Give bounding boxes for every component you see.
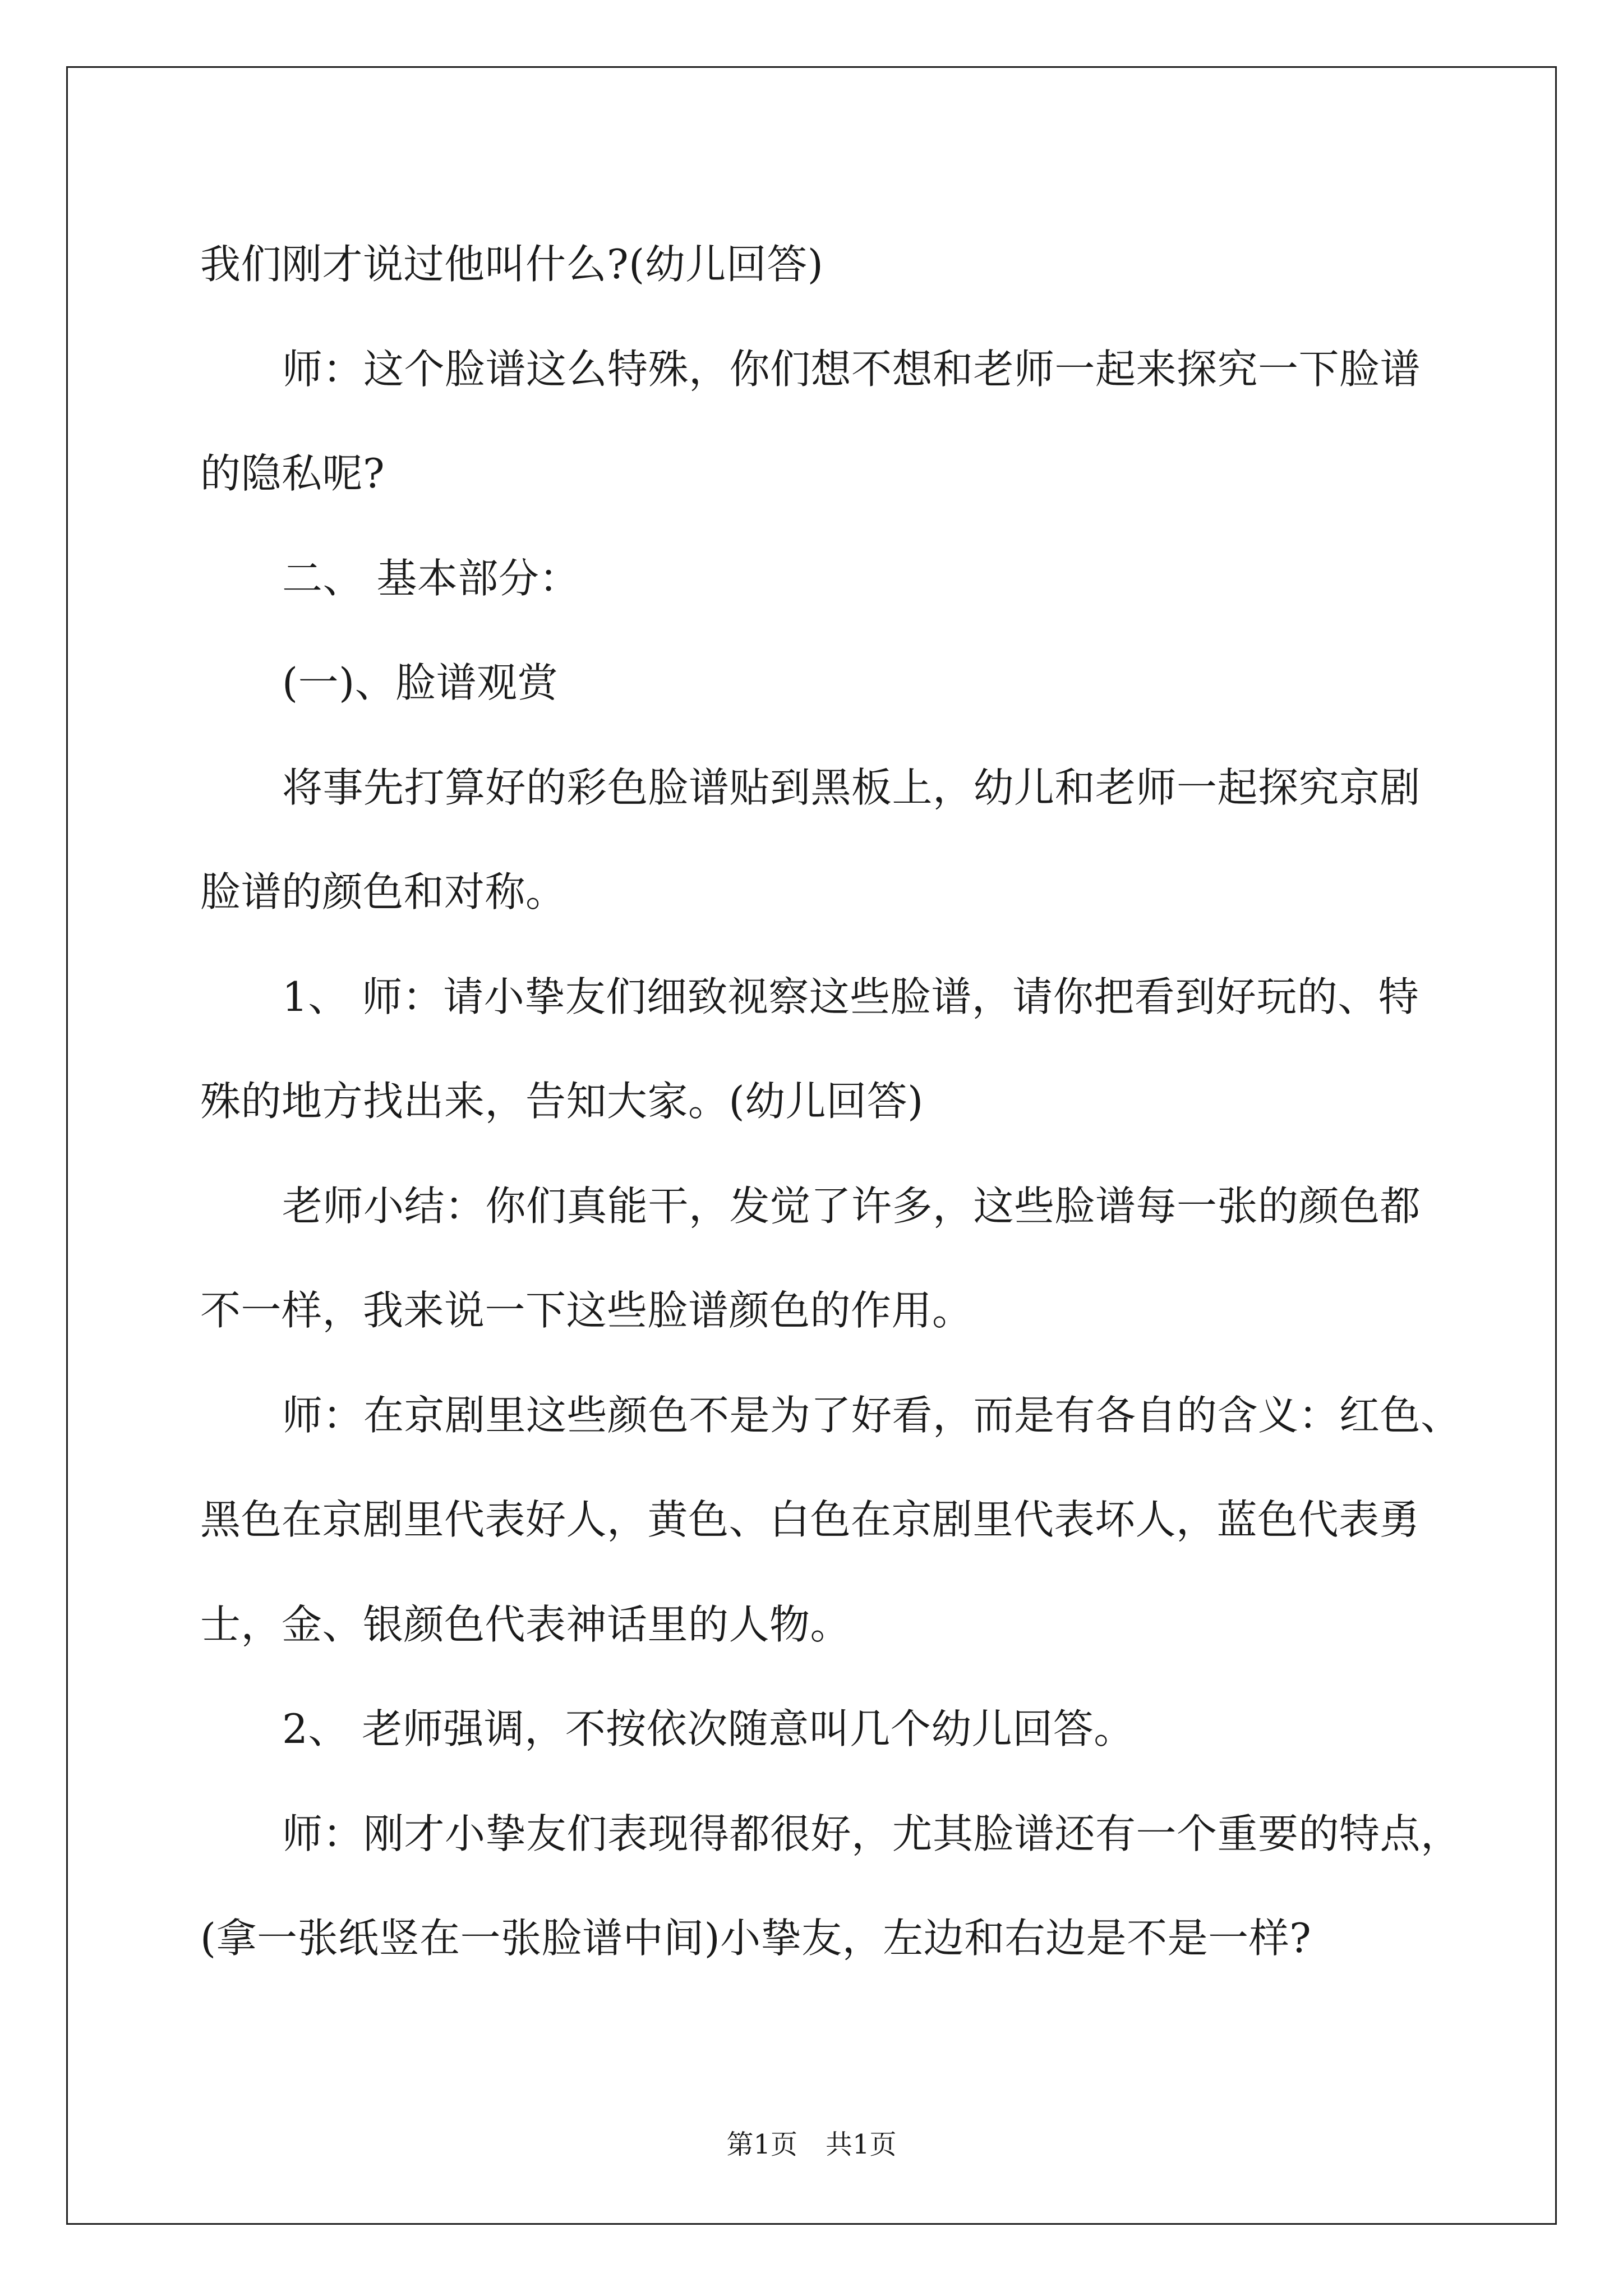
text-line bbox=[200, 1677, 1434, 1782]
text-line bbox=[200, 421, 1434, 526]
page-total: 共1页 bbox=[826, 2129, 897, 2160]
text-line bbox=[200, 526, 1434, 631]
line-text: 的隐私呢? bbox=[200, 450, 385, 497]
line-text: 二、 基本部分： bbox=[282, 554, 580, 602]
line-text: 将事先打算好的彩色脸谱贴到黑板上，幼儿和老师一起探究京剧 bbox=[282, 763, 1421, 811]
document-body bbox=[200, 212, 1461, 1991]
line-text: 2、 老师强调，不按依次随意叫几个幼儿回答。 bbox=[282, 1705, 1135, 1752]
line-text: 殊的地方找出来，告知大家。(幼儿回答) bbox=[200, 1078, 924, 1125]
line-text: 1、 师：请小挚友们细致视察这些脸谱，请你把看到好玩的、特 bbox=[282, 973, 1419, 1020]
line-text: 脸谱的颜色和对称。 bbox=[200, 868, 566, 915]
text-line bbox=[200, 1049, 1434, 1154]
line-text: 士，金、银颜色代表神话里的人物。 bbox=[200, 1600, 851, 1648]
text-line bbox=[200, 1886, 1434, 1991]
text-line bbox=[200, 1467, 1434, 1572]
text-line bbox=[200, 212, 1434, 317]
line-text: (一)、脸谱观赏 bbox=[282, 659, 559, 706]
line-text: 师：这个脸谱这么特殊，你们想不想和老师一起来探究一下脸谱 bbox=[282, 345, 1421, 393]
page-number: 第1页 bbox=[726, 2129, 797, 2160]
text-line bbox=[200, 631, 1434, 735]
line-text: 师：在京剧里这些颜色不是为了好看，而是有各自的含义：红色、 bbox=[282, 1391, 1461, 1439]
text-line bbox=[200, 1572, 1434, 1677]
line-text: 黑色在京剧里代表好人，黄色、白色在京剧里代表坏人，蓝色代表勇 bbox=[200, 1496, 1421, 1543]
text-line bbox=[200, 735, 1434, 840]
text-line bbox=[200, 945, 1434, 1050]
text-line bbox=[200, 1782, 1461, 1887]
text-line bbox=[200, 317, 1434, 422]
line-text: 不一样，我来说一下这些脸谱颜色的作用。 bbox=[200, 1287, 973, 1334]
line-text: 我们刚才说过他叫什么?(幼儿回答) bbox=[200, 241, 824, 288]
line-text: (拿一张纸竖在一张脸谱中间)小挚友，左边和右边是不是一样? bbox=[200, 1915, 1312, 1962]
text-line bbox=[200, 1363, 1461, 1468]
text-line bbox=[200, 1258, 1434, 1363]
text-line bbox=[200, 1154, 1434, 1259]
line-text: 老师小结：你们真能干，发觉了许多，这些脸谱每一张的颜色都 bbox=[282, 1182, 1421, 1230]
line-text: 师：刚才小挚友们表现得都很好，尤其脸谱还有一个重要的特点， bbox=[282, 1810, 1461, 1857]
text-line bbox=[200, 840, 1434, 945]
page-footer bbox=[0, 2128, 1623, 2161]
